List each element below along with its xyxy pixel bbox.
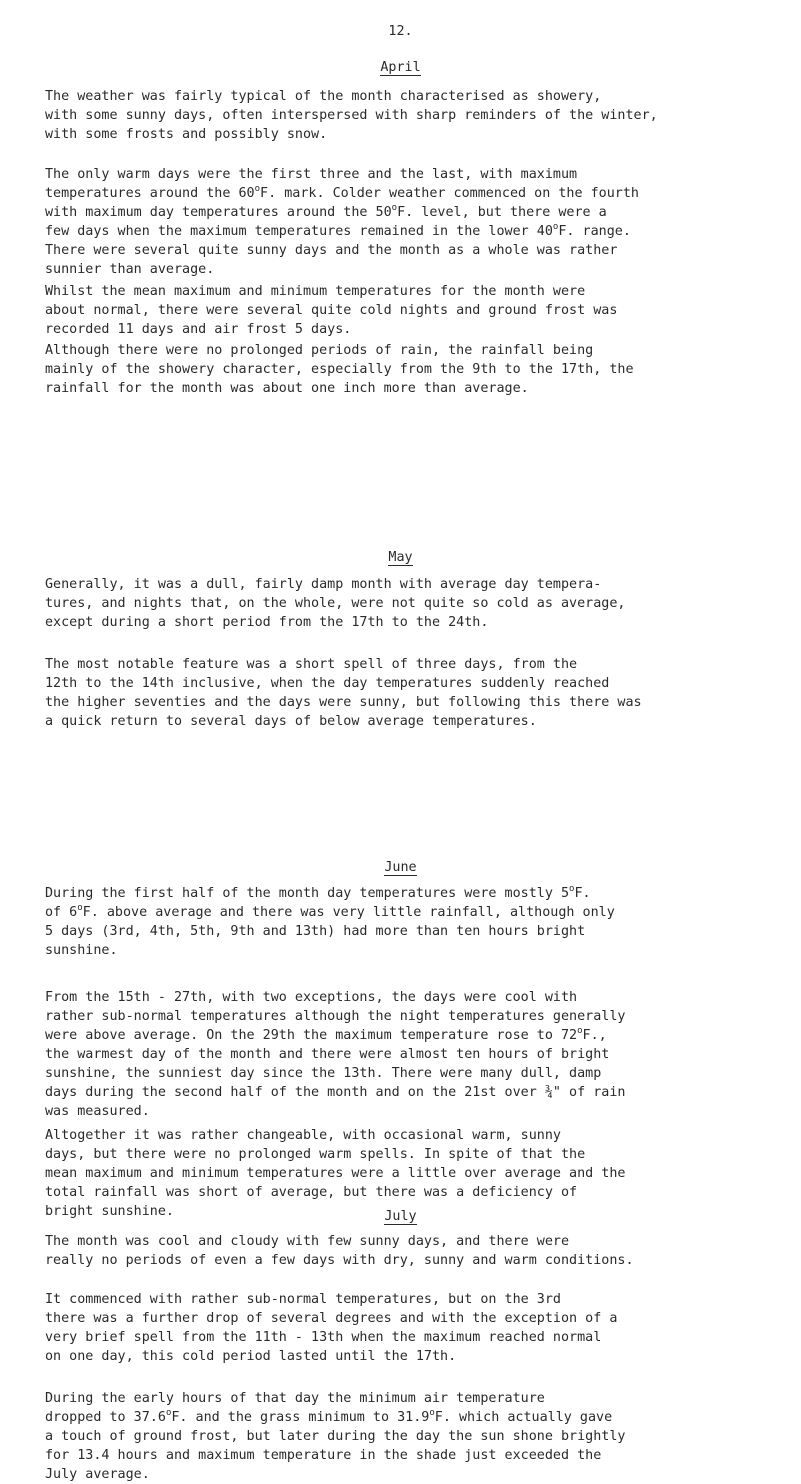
text-line: There were several quite sunny days and the month as a whole was rather xyxy=(45,243,618,258)
paragraph xyxy=(45,1290,785,1366)
text-line: sunshine. xyxy=(45,943,118,958)
page-number: 12. xyxy=(388,24,413,39)
text-line: mean maximum and minimum temperatures were a little over average and the xyxy=(45,1166,626,1181)
section-heading xyxy=(0,58,801,77)
text-line: about normal, there were several quite cold nights and ground frost was xyxy=(45,303,618,318)
text-line: It commenced with rather sub-normal temperatures, but on the 3rd xyxy=(45,1292,561,1307)
paragraph xyxy=(45,341,785,398)
text-line: the warmest day of the month and there were almost ten hours of bright xyxy=(45,1047,610,1062)
text-line: The only warm days were the first three and the last, with maximum xyxy=(45,167,578,182)
text-line: July average. xyxy=(45,1467,150,1482)
section-heading xyxy=(0,858,801,877)
paragraph xyxy=(45,655,785,731)
text-line: except during a short period from the 17th to the 24th. xyxy=(45,615,489,630)
text-line: of 6$^o$F. above average and there was very little rainfall, although only xyxy=(45,903,615,920)
text-line: The most notable feature was a short spell of three days, from the xyxy=(45,657,578,672)
section-heading-text: May xyxy=(388,550,413,565)
section-heading-text: April xyxy=(380,60,421,75)
text-line: rather sub-normal temperatures although the night temperatures generally xyxy=(45,1009,626,1024)
text-line: a touch of ground frost, but later during the day the sun shone brightly xyxy=(45,1429,626,1444)
paragraph xyxy=(45,87,785,144)
text-line: Whilst the mean maximum and minimum temperatures for the month were xyxy=(45,284,586,299)
text-line: with some sunny days, often interspersed with sharp reminders of the winter, xyxy=(45,108,658,123)
text-line: Generally, it was a dull, fairly damp month with average day tempera- xyxy=(45,577,602,592)
text-line: The month was cool and cloudy with few sunny days, and there were xyxy=(45,1234,570,1249)
paragraph xyxy=(45,1389,785,1484)
text-line: a quick return to several days of below average temperatures. xyxy=(45,714,537,729)
text-line: days, but there were no prolonged warm spells. In spite of that the xyxy=(45,1147,586,1162)
text-line: on one day, this cold period lasted until the 17th. xyxy=(45,1349,457,1364)
text-line: with some frosts and possibly snow. xyxy=(45,127,328,142)
text-line: sunnier than average. xyxy=(45,262,215,277)
text-line: were above average. On the 29th the maximum temperature rose to 72$^o$F., xyxy=(45,1026,607,1043)
text-line: was measured. xyxy=(45,1104,150,1119)
paragraph xyxy=(45,884,785,960)
text-line: really no periods of even a few days with dry, sunny and warm conditions. xyxy=(45,1253,634,1268)
text-line: sunshine, the sunniest day since the 13th. There were many dull, damp xyxy=(45,1066,602,1081)
paragraph xyxy=(45,575,785,632)
section-heading-text: June xyxy=(384,860,417,875)
text-line: for 13.4 hours and maximum temperature in the shade just exceeded the xyxy=(45,1448,602,1463)
section-heading xyxy=(0,548,801,567)
text-line: total rainfall was short of average, but there was a deficiency of xyxy=(45,1185,578,1200)
text-line: 12th to the 14th inclusive, when the day temperatures suddenly reached xyxy=(45,676,610,691)
text-line: mainly of the showery character, especially from the 9th to the 17th, the xyxy=(45,362,634,377)
text-line: few days when the maximum temperatures remained in the lower 40$^o$F. range. xyxy=(45,222,631,239)
text-line: temperatures around the 60$^o$F. mark. Colder weather commenced on the fourth xyxy=(45,184,639,201)
text-line: Although there were no prolonged periods of rain, the rainfall being xyxy=(45,343,594,358)
text-line: During the early hours of that day the minimum air temperature xyxy=(45,1391,545,1406)
section-heading xyxy=(0,1207,801,1226)
paragraph xyxy=(45,282,785,339)
text-line: the higher seventies and the days were sunny, but following this there was xyxy=(45,695,642,710)
text-line: days during the second half of the month and on the 21st over ¾" of rain xyxy=(45,1085,626,1100)
text-line: very brief spell from the 11th - 13th when the maximum reached normal xyxy=(45,1330,602,1345)
text-line: The weather was fairly typical of the month characterised as showery, xyxy=(45,89,602,104)
paragraph xyxy=(45,165,785,279)
text-line: During the first half of the month day temperatures were mostly 5$^o$F. xyxy=(45,884,591,901)
text-line: with maximum day temperatures around the 50$^o$F. level, but there were a xyxy=(45,203,607,220)
section-heading-text: July xyxy=(384,1209,417,1224)
paragraph xyxy=(45,1232,785,1270)
text-line: rainfall for the month was about one inch more than average. xyxy=(45,381,529,396)
paragraph xyxy=(45,988,785,1121)
text-line: tures, and nights that, on the whole, were not quite so cold as average, xyxy=(45,596,626,611)
text-line: recorded 11 days and air frost 5 days. xyxy=(45,322,352,337)
text-line: Altogether it was rather changeable, with occasional warm, sunny xyxy=(45,1128,561,1143)
text-line: 5 days (3rd, 4th, 5th, 9th and 13th) had more than ten hours bright xyxy=(45,924,586,939)
text-line: there was a further drop of several degrees and with the exception of a xyxy=(45,1311,618,1326)
text-line: bright sunshine. xyxy=(45,1204,174,1219)
text-line: dropped to 37.6$^o$F. and the grass minimum to 31.9$^o$F. which actually gave xyxy=(45,1408,613,1425)
text-line: From the 15th - 27th, with two exceptions, the days were cool with xyxy=(45,990,578,1005)
